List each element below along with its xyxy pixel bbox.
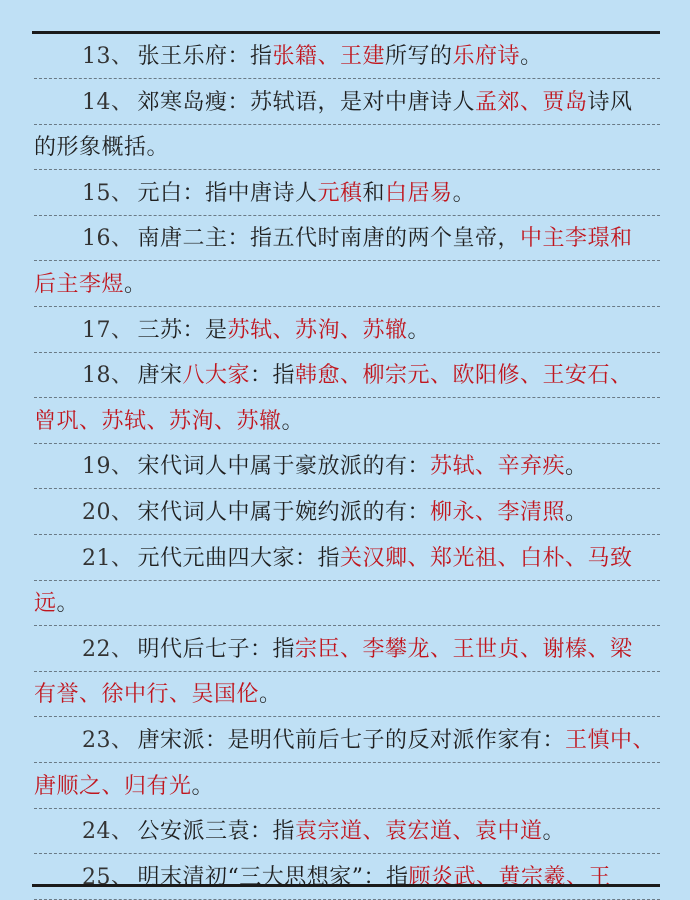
highlighted-text: 孟郊、贾岛: [475, 89, 588, 115]
item-number: 14、: [82, 89, 134, 115]
item-number: 21、: [82, 545, 134, 571]
body-text: 元代元曲四大家：指: [137, 545, 341, 571]
note-line: [34, 353, 660, 398]
body-text: 唐宋: [137, 363, 183, 389]
item-number: 18、: [82, 363, 134, 389]
highlighted-text: 曾巩、苏轼、苏洵、苏辙: [34, 408, 282, 434]
highlighted-text: 宗臣、李攀龙、王世贞、谢榛、梁: [295, 636, 633, 662]
highlighted-text: 元稹: [317, 180, 363, 206]
note-line: [34, 80, 660, 125]
body-text: 元白：指中唐诗人: [137, 180, 318, 206]
item-number: 15、: [82, 180, 134, 206]
body-text: 公安派三袁：指: [137, 819, 296, 845]
note-line: [34, 855, 660, 900]
highlighted-text: 八大家: [182, 363, 251, 389]
highlighted-text: 张籍、王建: [272, 44, 386, 69]
highlighted-text: 袁宗道、袁宏道、袁中道: [295, 819, 543, 845]
note-line-continuation: [34, 672, 660, 717]
highlighted-text: 乐府诗: [452, 44, 521, 69]
body-text: 和: [362, 180, 386, 206]
note-line: [34, 718, 660, 763]
item-number: 25、: [82, 864, 134, 890]
note-line: [34, 34, 660, 79]
body-text: ：指: [250, 363, 296, 389]
body-text: 宋代词人中属于婉约派的有：: [137, 500, 431, 525]
highlighted-text: 唐顺之、归有光: [34, 773, 192, 799]
body-text: 。: [124, 272, 147, 297]
body-text: 。: [259, 682, 282, 708]
note-line-continuation: [34, 399, 660, 444]
item-number: 20、: [82, 500, 134, 525]
highlighted-text: 苏轼、苏洵、苏辙: [227, 317, 408, 343]
body-text: 明代后七子：指: [137, 636, 296, 662]
body-text: 的形象概括。: [34, 135, 170, 161]
item-number: 24、: [82, 819, 134, 845]
body-text: 所写的: [385, 44, 453, 69]
body-text: 。: [191, 773, 215, 799]
note-line-continuation: [34, 764, 660, 809]
body-text: 三苏：是: [137, 317, 228, 343]
note-line: [34, 490, 660, 535]
body-text: 。: [520, 44, 543, 69]
highlighted-text: 苏轼、辛弃疾: [430, 454, 566, 480]
highlighted-text: 有誉、徐中行、吴国伦: [34, 682, 260, 708]
note-line: [34, 216, 660, 261]
note-line-continuation: [34, 262, 660, 307]
highlighted-text: 中主李璟和: [520, 226, 633, 252]
highlighted-text: 王慎中、: [565, 728, 656, 753]
body-text: 。: [281, 408, 305, 434]
note-line: [34, 444, 660, 489]
body-text: 宋代词人中属于豪放派的有：: [137, 454, 431, 480]
highlighted-text: 白居易: [385, 180, 453, 206]
item-number: 19、: [82, 454, 134, 480]
item-number: 23、: [82, 728, 134, 753]
body-text: 。: [452, 180, 476, 206]
body-text: 明末清初“三大思想家”：指: [137, 864, 409, 890]
highlighted-text: 后主李煜: [34, 272, 125, 297]
body-text: 诗风: [587, 89, 633, 115]
body-text: 。: [407, 317, 431, 343]
highlighted-text: 韩愈、柳宗元、欧阳修、王安石、: [295, 363, 633, 389]
note-line: [34, 536, 660, 581]
body-text: 。: [542, 819, 566, 845]
note-line: [34, 171, 660, 216]
body-text: 。: [56, 591, 80, 617]
note-line: [34, 308, 660, 353]
item-number: 13、: [82, 44, 134, 69]
highlighted-text: 远: [34, 591, 57, 617]
item-number: 16、: [82, 226, 134, 252]
item-number: 17、: [82, 317, 134, 343]
highlighted-text: 柳永、李清照: [430, 500, 566, 525]
body-text: 。: [565, 454, 588, 480]
note-line-continuation: [34, 125, 660, 170]
note-line: [34, 627, 660, 672]
note-line: [34, 809, 660, 854]
body-text: 唐宋派：是明代前后七子的反对派作家有：: [137, 728, 566, 753]
body-text: 张王乐府：指: [137, 44, 273, 69]
highlighted-text: 顾炎武、黄宗羲、王: [408, 864, 612, 890]
bottom-rule: [32, 884, 660, 887]
body-text: 。: [565, 500, 588, 525]
note-line-continuation: [34, 581, 660, 626]
item-number: 22、: [82, 636, 134, 662]
body-text: 南唐二主：指五代时南唐的两个皇帝，: [137, 226, 521, 252]
body-text: 郊寒岛瘦：苏轼语，是对中唐诗人: [137, 89, 476, 115]
highlighted-text: 关汉卿、郑光祖、白朴、马致: [340, 545, 633, 571]
